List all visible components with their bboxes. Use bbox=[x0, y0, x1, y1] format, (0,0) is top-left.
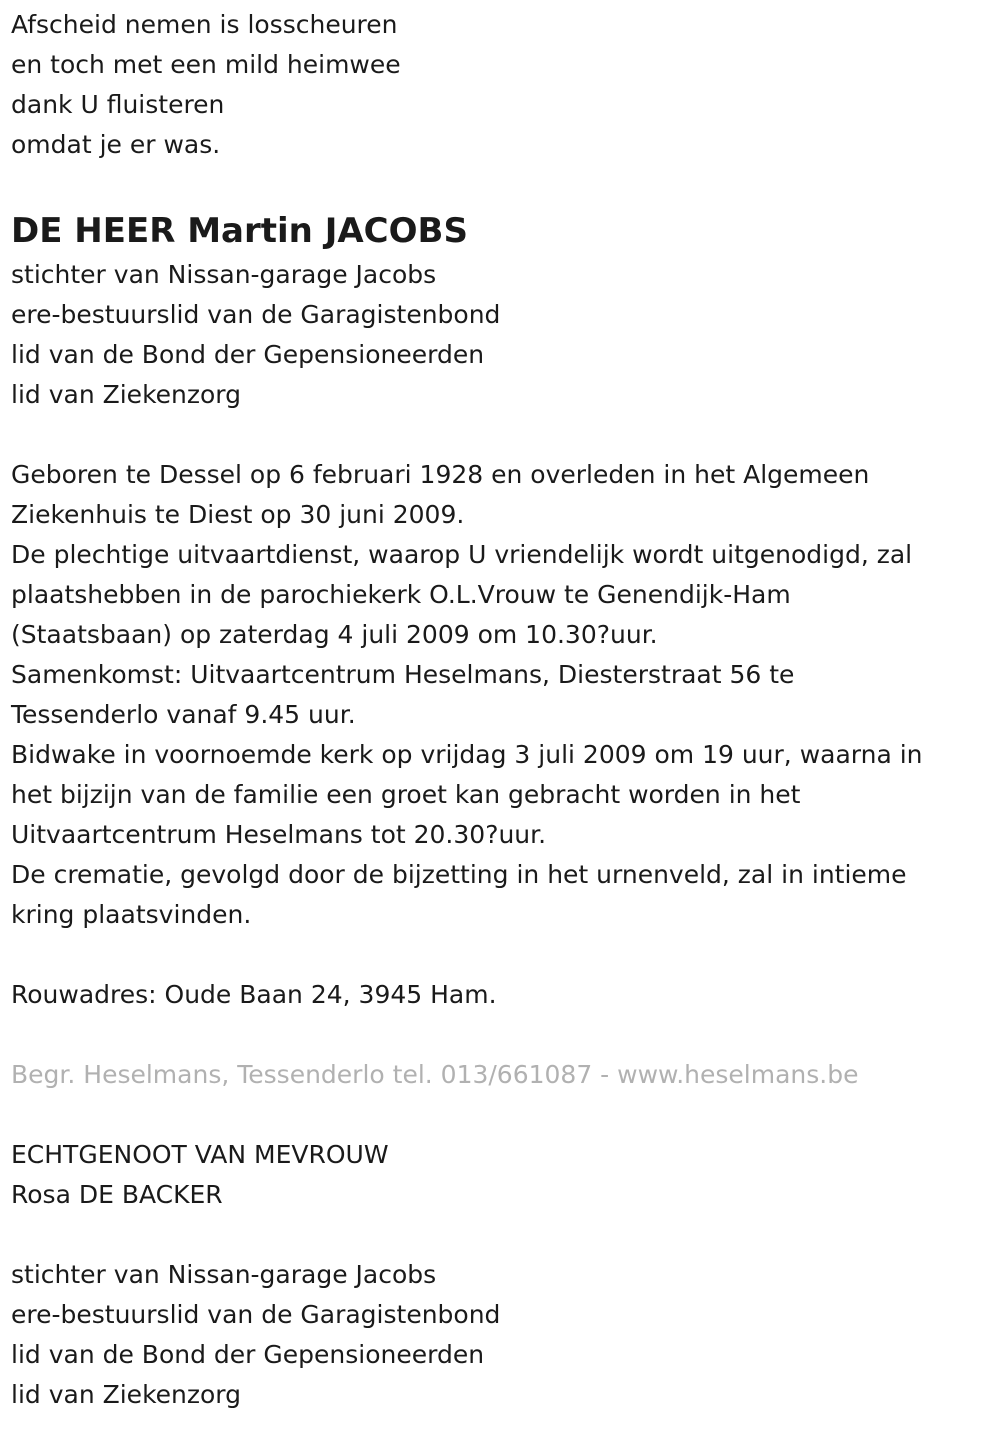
poem-line: en toch met een mild heimwee bbox=[11, 50, 401, 79]
announcement-line: het bijzijn van de familie een groet kan gebracht worden in het bbox=[11, 780, 801, 809]
deceased-name: DE HEER Martin JACOBS bbox=[11, 211, 468, 251]
titles-repeat bbox=[11, 1255, 986, 1415]
poem bbox=[11, 5, 986, 165]
announcement-line: De plechtige uitvaartdienst, waarop U vriendelijk wordt uitgenodigd, zal bbox=[11, 540, 913, 569]
title-line: lid van de Bond der Gepensioneerden bbox=[11, 1340, 485, 1369]
title-line: lid van Ziekenzorg bbox=[11, 380, 242, 409]
announcement-line: De crematie, gevolgd door de bijzetting in het urnenveld, zal in intieme bbox=[11, 860, 907, 889]
title-line: stichter van Nissan-garage Jacobs bbox=[11, 1260, 437, 1289]
announcement-line: Geboren te Dessel op 6 februari 1928 en overleden in het Algemeen bbox=[11, 460, 870, 489]
death-notice bbox=[11, 5, 986, 1415]
announcement-line: kring plaatsvinden. bbox=[11, 900, 252, 929]
announcement-line: Bidwake in voornoemde kerk op vrijdag 3 juli 2009 om 19 uur, waarna in bbox=[11, 740, 923, 769]
announcement-line: Tessenderlo vanaf 9.45 uur. bbox=[11, 700, 356, 729]
announcement-line: Samenkomst: Uitvaartcentrum Heselmans, Diesterstraat 56 te bbox=[11, 660, 795, 689]
spacer bbox=[11, 415, 986, 455]
announcement-line: Uitvaartcentrum Heselmans tot 20.30?uur. bbox=[11, 820, 547, 849]
announcement-line: Ziekenhuis te Diest op 30 juni 2009. bbox=[11, 500, 465, 529]
poem-line: omdat je er was. bbox=[11, 130, 221, 159]
title-line: lid van Ziekenzorg bbox=[11, 1380, 242, 1409]
spacer bbox=[11, 165, 986, 205]
announcement-line: (Staatsbaan) op zaterdag 4 juli 2009 om 10.30?uur. bbox=[11, 620, 658, 649]
undertaker-info: Begr. Heselmans, Tessenderlo tel. 013/661087 - www.heselmans.be bbox=[11, 1060, 859, 1089]
title-line: ere-bestuurslid van de Garagistenbond bbox=[11, 300, 501, 329]
poem-line: dank U fluisteren bbox=[11, 90, 225, 119]
deceased-titles bbox=[11, 255, 986, 415]
spouse-name: Rosa DE BACKER bbox=[11, 1180, 223, 1209]
poem-line: Afscheid nemen is losscheuren bbox=[11, 10, 398, 39]
spouse bbox=[11, 1135, 986, 1215]
spacer bbox=[11, 935, 986, 975]
title-line: ere-bestuurslid van de Garagistenbond bbox=[11, 1300, 501, 1329]
title-line: lid van de Bond der Gepensioneerden bbox=[11, 340, 485, 369]
announcement-line: plaatshebben in de parochiekerk O.L.Vrouw te Genendijk-Ham bbox=[11, 580, 791, 609]
title-line: stichter van Nissan-garage Jacobs bbox=[11, 260, 437, 289]
spacer bbox=[11, 1015, 986, 1055]
mourning-address: Rouwadres: Oude Baan 24, 3945 Ham. bbox=[11, 980, 497, 1009]
announcement bbox=[11, 455, 986, 935]
spacer bbox=[11, 1215, 986, 1255]
spacer bbox=[11, 1095, 986, 1135]
spouse-heading: ECHTGENOOT VAN MEVROUW bbox=[11, 1140, 389, 1169]
